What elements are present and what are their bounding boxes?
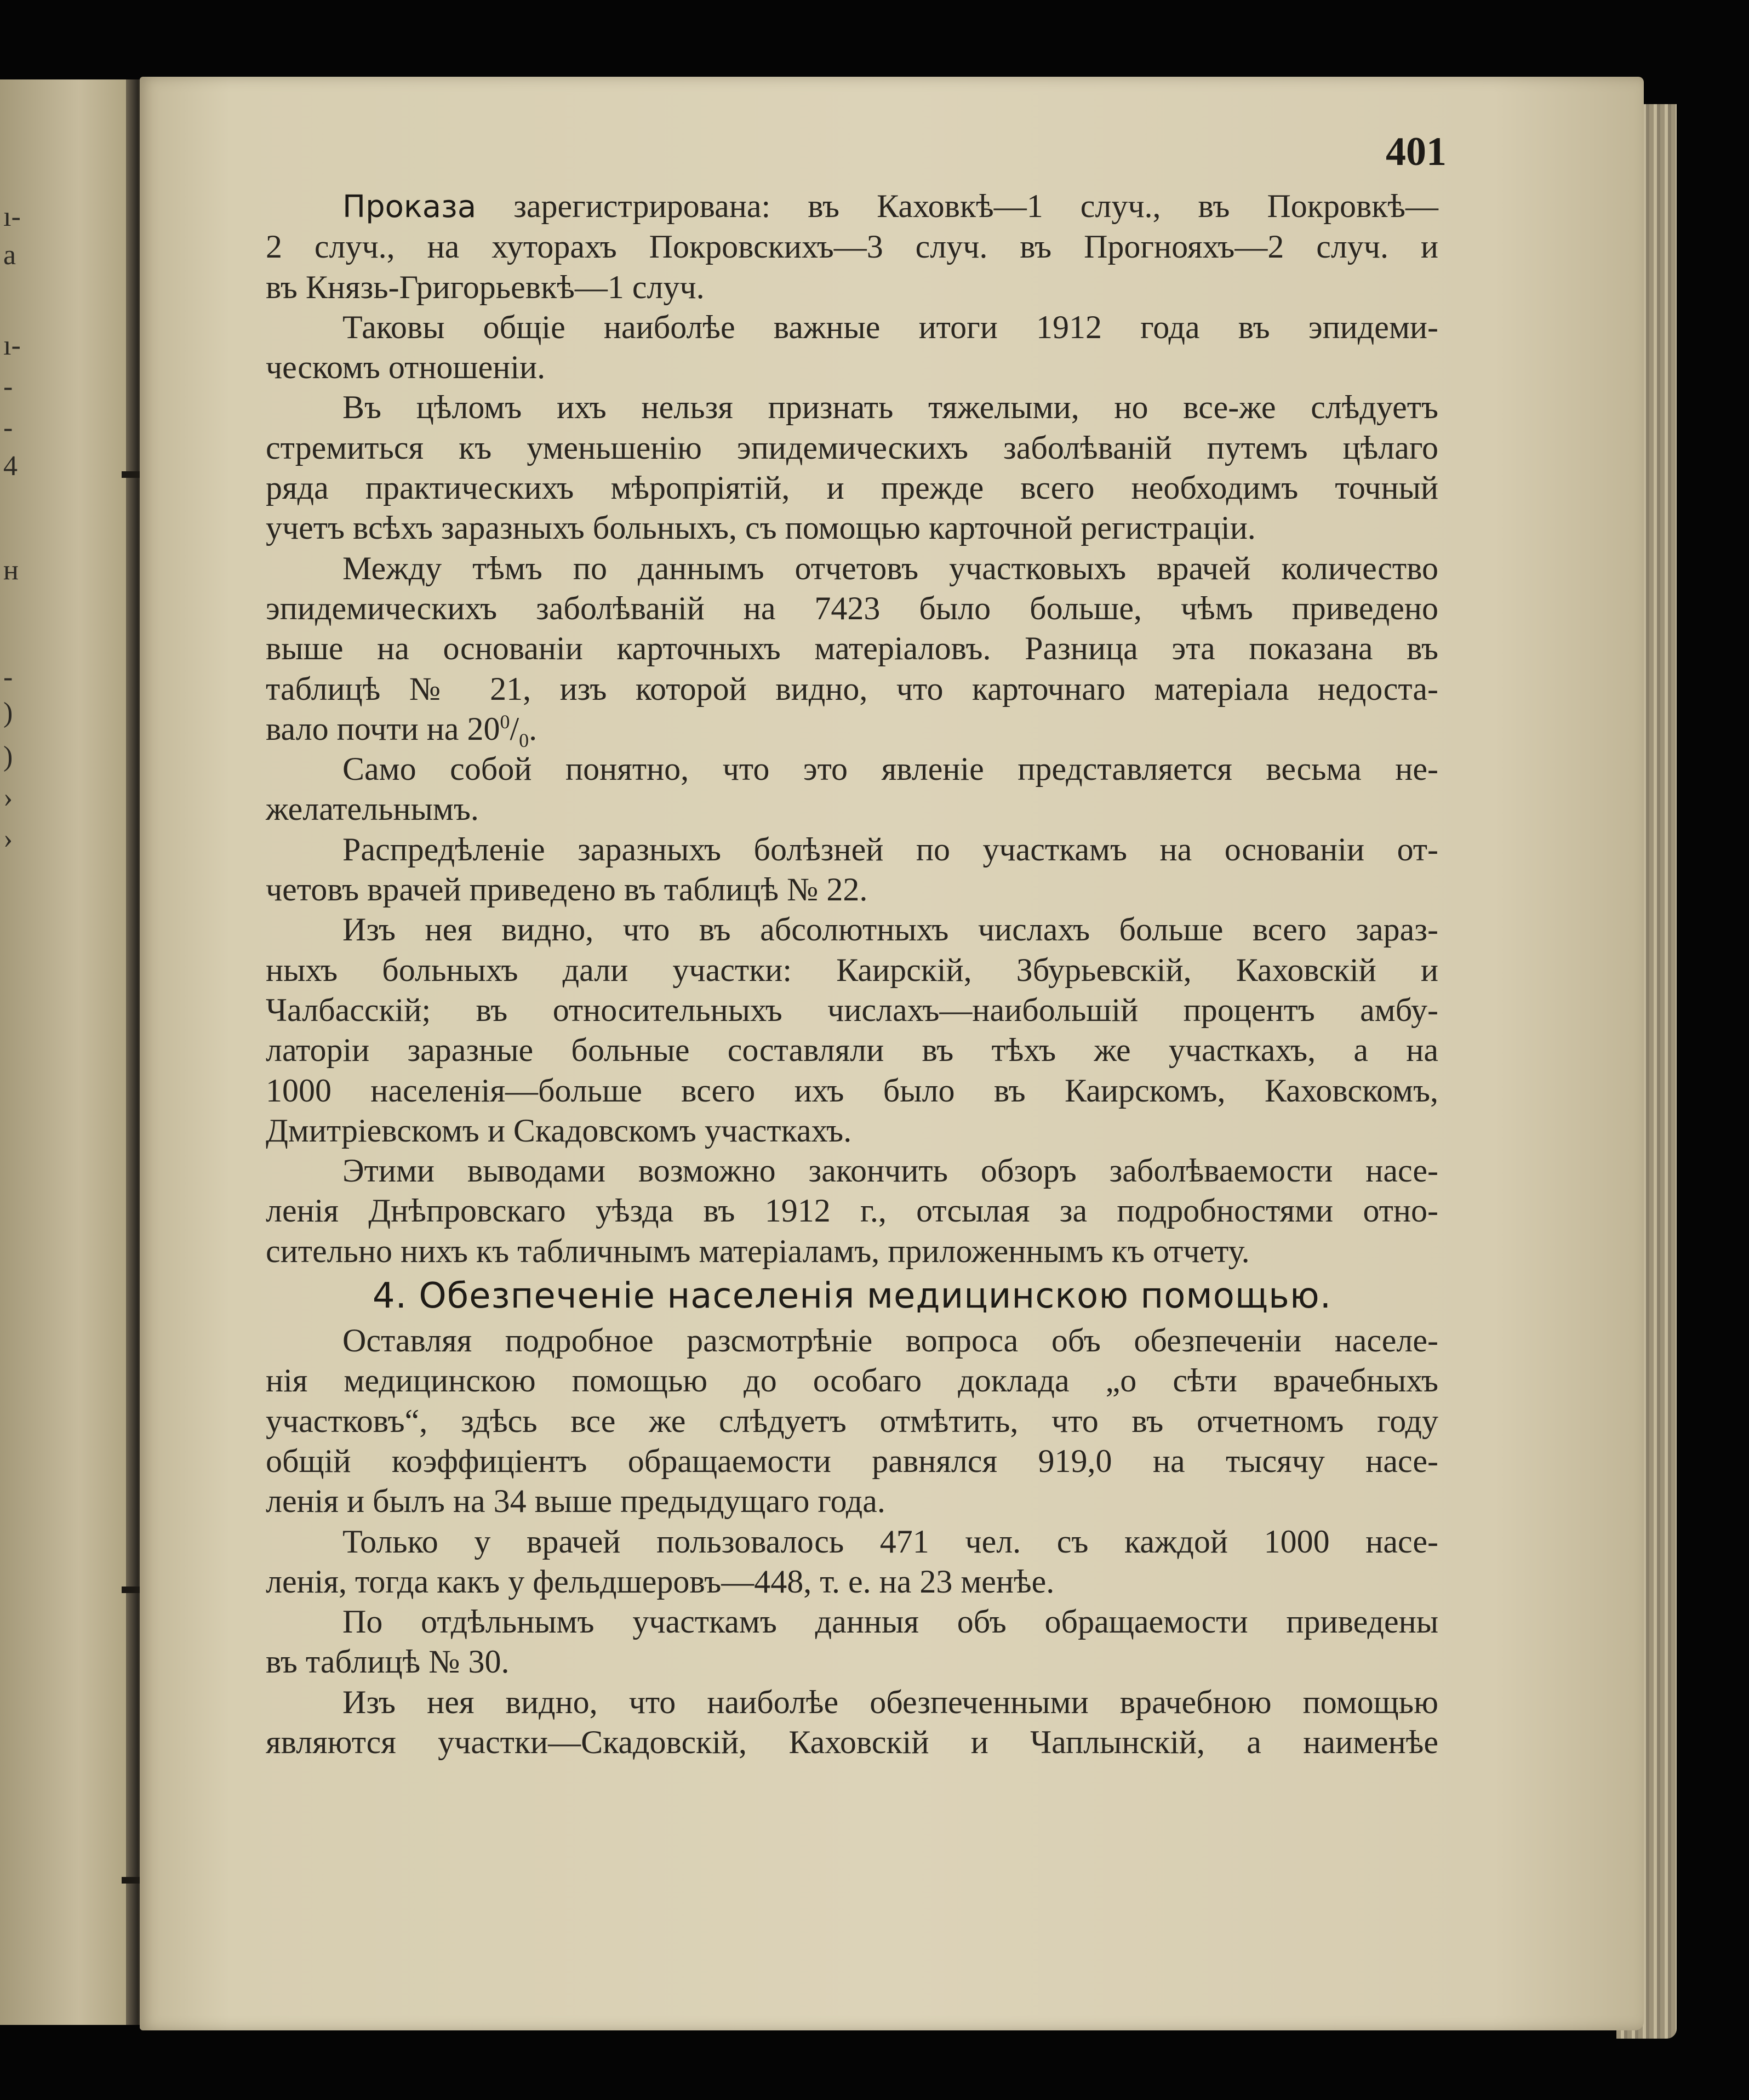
text-line: ленія и былъ на 34 выше предыдущаго года. — [266, 1483, 885, 1520]
left-fragment: - — [3, 371, 13, 402]
left-fragment: н — [3, 555, 19, 586]
left-fragment: - — [3, 412, 13, 443]
left-page-edge — [0, 79, 144, 2025]
text-line: въ таблицѣ № 30. — [266, 1644, 510, 1680]
text-line: сительно нихъ къ табличнымъ матеріаламъ, приложеннымъ къ отчету. — [266, 1232, 1250, 1269]
text-line: таблицѣ № 21, изъ которой видно, что карточнаго матеріала недоста- — [266, 670, 1438, 707]
section-heading: 4. Обезпеченіе населенія медицинскою помощью. — [372, 1276, 1332, 1317]
text-line: 1000 населенія—больше всего ихъ было въ Каирскомъ, Каховскомъ, — [266, 1072, 1438, 1109]
text-line: Дмитріевскомъ и Скадовскомъ участкахъ. — [266, 1112, 852, 1149]
text-line: ныхъ больныхъ дали участки: Каирскій, Збурьевскій, Каховскій и — [266, 951, 1438, 988]
text-line: вало почти на 20 — [266, 710, 500, 747]
text-line: Оставляя подробное разсмотрѣніе вопроса объ обезпеченіи населе- — [342, 1322, 1438, 1359]
page-text — [266, 186, 1438, 1762]
paragraph — [266, 186, 1438, 227]
text-line: нія медицинскою помощью до особаго доклада „о сѣти врачебныхъ — [266, 1362, 1438, 1399]
text-line: участковъ“, здѣсь все же слѣдуетъ отмѣтить, что въ отчетномъ году — [266, 1402, 1438, 1439]
text-line: ряда практическихъ мѣропріятій, и прежде всего необходимъ точный — [266, 470, 1438, 506]
text-line: четовъ врачей приведено въ таблицѣ № 22. — [266, 871, 868, 908]
left-fragment: a — [3, 239, 16, 271]
text-line: Изъ нея видно, что въ абсолютныхъ числахъ больше всего зараз- — [342, 911, 1438, 948]
text-line: ленія, тогда какъ у фельдшеровъ—448, т. е. на 23 менѣе. — [266, 1563, 1055, 1600]
left-page-fragments — [0, 79, 144, 2025]
text-line: ческомъ отношеніи. — [266, 349, 546, 386]
text-line: Между тѣмъ по даннымъ отчетовъ участковыхъ врачей количество — [342, 550, 1438, 586]
percent-line: вало почти на $20^0/_0$. — [266, 710, 538, 751]
text-line: Изъ нея видно, что наиболѣе обезпеченными врачебною помощью — [342, 1684, 1438, 1720]
text-line: Этими выводами возможно закончить обзоръ заболѣваемости насе- — [342, 1152, 1438, 1189]
text-line: стремиться къ уменьшенію эпидемическихъ заболѣваній путемъ цѣлаго — [266, 429, 1438, 466]
text-line: въ Князь-Григорьевкѣ—1 случ. — [266, 269, 705, 305]
left-fragment: ) — [3, 697, 13, 728]
text-line: учетъ всѣхъ заразныхъ больныхъ, съ помощью карточной регистраціи. — [266, 510, 1256, 546]
page-number: 401 — [1386, 129, 1447, 174]
text-line: Распредѣленіе заразныхъ болѣзней по участкамъ на основаніи от- — [342, 831, 1438, 868]
left-fragment: › — [3, 823, 13, 854]
text-line: латоріи заразные больные составляли въ тѣхъ же участкахъ, а на — [266, 1032, 1438, 1069]
text-line: Только у врачей пользовалось 471 чел. съ каждой 1000 насе- — [342, 1523, 1438, 1560]
text-line: являются участки—Скадовскій, Каховскій и Чаплынскій, а наименѣе — [266, 1724, 1438, 1760]
text-line: общій коэффиціентъ обращаемости равнялся 919,0 на тысячу насе- — [266, 1442, 1438, 1479]
text-line: По отдѣльнымъ участкамъ данныя объ обращаемости приведены — [342, 1603, 1438, 1640]
left-fragment: › — [3, 782, 13, 813]
percent-sup: 0 — [500, 710, 510, 733]
text-line: Таковы общіе наиболѣе важные итоги 1912 года въ эпидеми- — [342, 309, 1438, 345]
left-fragment: 4 — [3, 450, 18, 482]
left-fragment: ı- — [3, 201, 21, 232]
text-line: Само собой понятно, что это явленіе представляется весьма не- — [342, 751, 1438, 787]
left-fragment: - — [3, 661, 13, 693]
left-fragment: ı- — [3, 330, 21, 361]
text-line: выше на основаніи карточныхъ матеріаловъ. Разница эта показана въ — [266, 630, 1438, 667]
text-line: 2 случ., на хуторахъ Покровскихъ—3 случ. въ Прогнояхъ—2 случ. и — [266, 229, 1438, 265]
text-line: Въ цѣломъ ихъ нельзя признать тяжелыми, но все-же слѣдуетъ — [342, 389, 1438, 426]
text-punct: . — [529, 710, 538, 747]
paragraph-lead: Проказа — [342, 189, 477, 225]
text-line: Чалбасскій; въ относительныхъ числахъ—наибольшій процентъ амбу- — [266, 991, 1438, 1028]
left-fragment: ) — [3, 741, 13, 772]
book-page — [140, 77, 1644, 2030]
text-line: эпидемическихъ заболѣваній на 7423 было больше, чѣмъ приведено — [266, 590, 1438, 626]
text-line: желательнымъ. — [266, 791, 479, 828]
text-line: зарегистрирована: въ Каховкѣ—1 случ., въ Покровкѣ— — [513, 188, 1438, 224]
text-line: ленія Днѣпровскаго уѣзда въ 1912 г., отсылая за подробностями отно- — [266, 1192, 1438, 1229]
percent-sub: 0 — [519, 729, 529, 751]
